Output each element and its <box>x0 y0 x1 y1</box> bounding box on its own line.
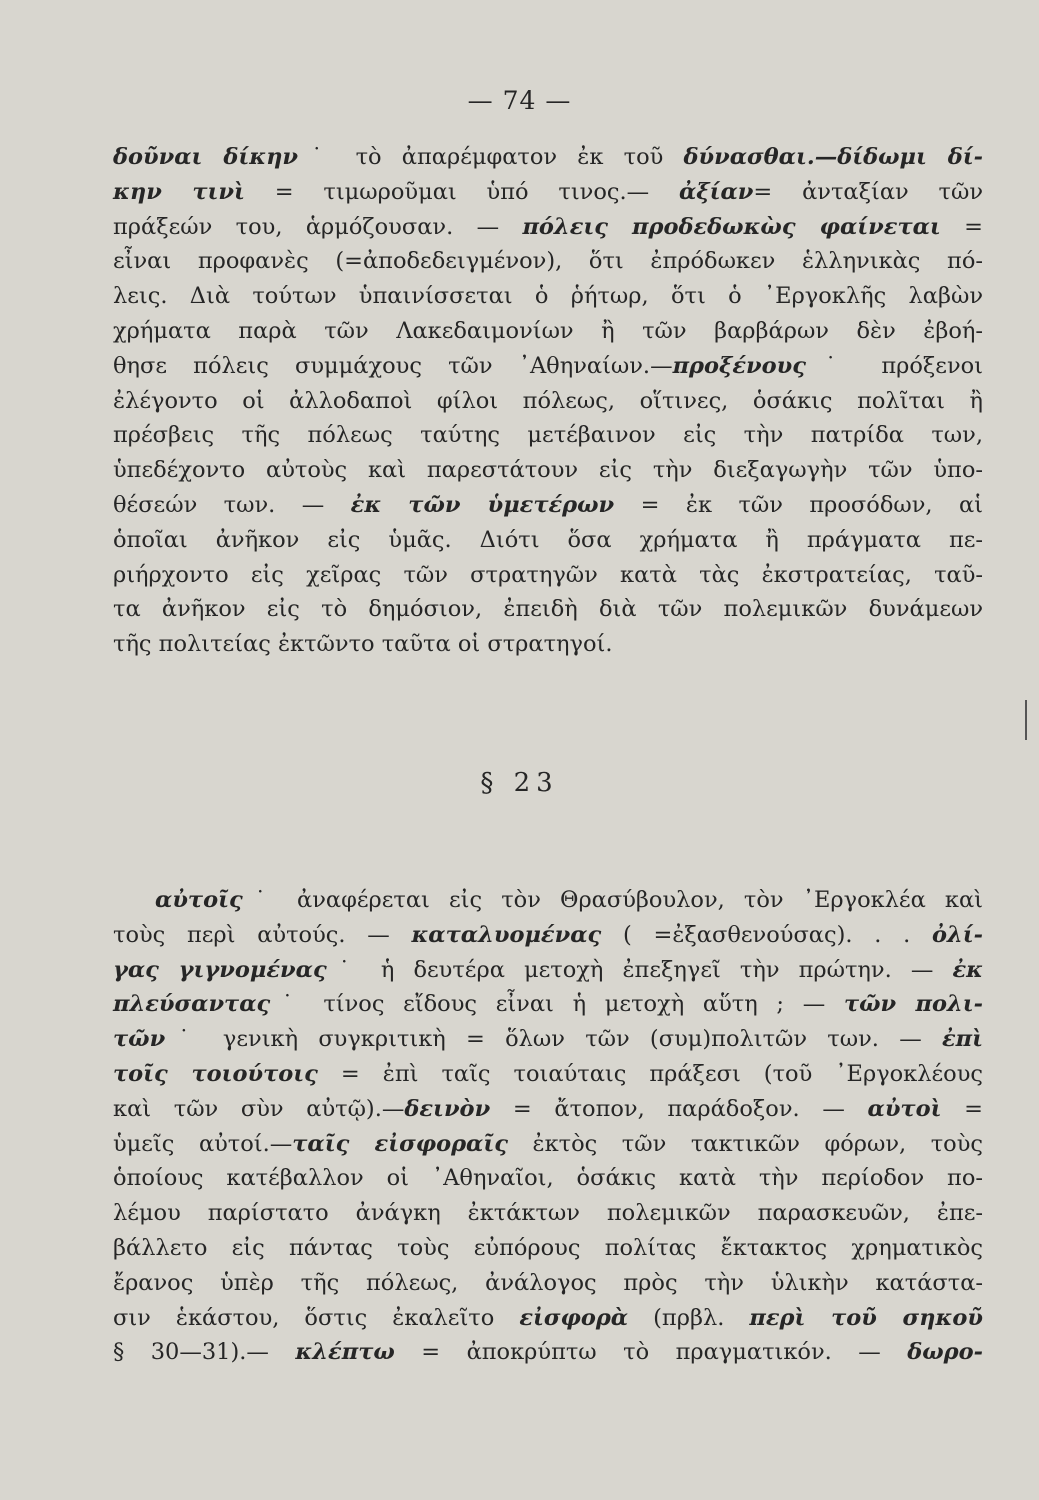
text-line <box>113 488 983 523</box>
lemma-term: πλεύσαντας <box>113 991 271 1018</box>
gloss-text: σιν ἑκάστου, ὅστις ἐκαλεῖτο <box>113 1304 520 1331</box>
gloss-text: ὁποίους κατέβαλλον οἱ ᾿Αθηναῖοι, ὁσάκις κατὰ τὴν περίοδον πο- <box>113 1165 983 1192</box>
gloss-text: ὑπεδέχοντο αὐτοὺς καὶ παρεστάτουν εἰς τὴν διεξαγωγὴν τῶν ὑπο- <box>113 457 983 484</box>
gloss-text: = <box>940 213 984 240</box>
text-line <box>113 1301 983 1336</box>
text-line <box>113 1196 983 1231</box>
page-number: — 74 — <box>467 86 572 115</box>
gloss-text: ˙ γενικὴ συγκριτικὴ = ὅλων τῶν (συμ)πολιτῶν των. — <box>165 1026 942 1053</box>
gloss-text: βάλλετο εἰς πάντας τοὺς εὐπόρους πολίτας ἔκτακτος χρηματικὸς <box>113 1234 983 1261</box>
lemma-term: δωρο- <box>907 1339 983 1366</box>
text-line <box>113 953 983 988</box>
gloss-text: ˙ τὸ ἀπαρέμφατον ἐκ τοῦ <box>298 144 684 170</box>
gloss-text: ἐκτὸς τῶν τακτικῶν φόρων, τοὺς <box>507 1130 983 1157</box>
text-line <box>113 418 983 453</box>
gloss-text: ὑμεῖς αὐτοί.— <box>113 1130 293 1157</box>
gloss-text: ( =ἐξασθενούσας). . . <box>601 921 932 948</box>
gloss-text: § 30—31).— <box>113 1339 296 1366</box>
text-line <box>113 1127 983 1162</box>
lemma-term: κην τινὶ <box>113 178 245 205</box>
section-title: § 23 <box>480 768 559 798</box>
gloss-text: τα ἀνῆκον εἰς τὸ δημόσιον, ἐπειδὴ διὰ τῶν πολεμικῶν δυνάμεων <box>113 596 983 623</box>
text-line <box>113 558 983 593</box>
lemma-term: κλέπτω <box>295 1339 395 1366</box>
text-line <box>113 883 983 918</box>
text-line <box>113 592 983 627</box>
lemma-term: τοῖς τοιούτοις <box>113 1060 318 1087</box>
gloss-text: ἔρανος ὑπὲρ τῆς πόλεως, ἀνάλογος πρὸς τὴν ὑλικὴν κατάστα- <box>113 1269 983 1296</box>
text-line <box>113 523 983 558</box>
gloss-text: = ἀνταξίαν τῶν <box>753 178 983 205</box>
text-line <box>113 918 983 953</box>
text-line <box>113 279 983 314</box>
lemma-term: τῶν πολι- <box>843 991 983 1018</box>
page-edge-mark <box>1025 700 1027 740</box>
lemma-term: ἐκ τῶν ὑμετέρων <box>350 491 615 518</box>
gloss-text: ˙ πρόξενοι <box>805 352 983 379</box>
gloss-text: = ἐπὶ ταῖς τοιαύταις πράξεσι (τοῦ ᾿Εργοκλέους <box>317 1060 983 1087</box>
gloss-text: ˙ τίνος εἴδους εἶναι ἡ μετοχὴ αὕτη ; — <box>270 991 844 1018</box>
lemma-term: ἀξίαν <box>678 178 754 205</box>
lemma-term: τῶν <box>113 1026 166 1053</box>
text-line <box>113 1092 983 1127</box>
lemma-term: πόλεις προδεδωκὼς φαίνεται <box>522 213 941 240</box>
gloss-text: εἶναι προφανὲς (=ἀποδεδειγμένον), ὅτι ἐπρόδωκεν ἑλληνικὰς πό- <box>113 248 983 275</box>
gloss-text: θέσεών των. — <box>113 491 351 518</box>
gloss-text: = <box>941 1095 983 1122</box>
lemma-term: ταῖς εἰσφοραῖς <box>292 1130 508 1157</box>
gloss-text: = ἄτοπον, παράδοξον. — <box>490 1095 868 1122</box>
lemma-term: ἐκ <box>952 956 983 983</box>
gloss-text: καὶ τῶν σὺν αὐτῷ).— <box>113 1095 405 1122</box>
gloss-text: θησε πόλεις συμμάχους τῶν ᾿Αθηναίων.— <box>113 352 673 379</box>
gloss-text: πρέσβεις τῆς πόλεως ταύτης μετέβαινον εἰς τὴν πατρίδα των, <box>113 422 983 449</box>
gloss-text: ἐλέγοντο οἱ ἀλλοδαποὶ φίλοι πόλεως, οἵτινες, ὁσάκις πολῖται ἢ <box>113 387 983 414</box>
lemma-term: προξένους <box>672 352 806 379</box>
gloss-text: χρήματα παρὰ τῶν Λακεδαιμονίων ἢ τῶν βαρβάρων δὲν ἐβοή- <box>113 317 983 344</box>
lemma-term: αὐτοῖς <box>155 887 243 913</box>
text-line <box>113 1335 983 1370</box>
lemma-term: ὀλί- <box>931 921 983 948</box>
text-line <box>113 349 983 384</box>
text-line <box>113 1022 983 1057</box>
lemma-term: ἐπὶ <box>941 1026 983 1053</box>
gloss-text: = ἐκ τῶν προσόδων, αἱ <box>614 491 983 518</box>
gloss-text: λεις. Διὰ τούτων ὑπαινίσσεται ὁ ῥήτωρ, ὅτι ὁ ᾿Εργοκλῆς λαβὼν <box>113 283 983 310</box>
lemma-term: δύνασθαι.—δίδωμι δί- <box>683 144 983 170</box>
lemma-term: γας γιγνομένας <box>113 956 327 983</box>
lemma-term: εἰσφορὰ <box>519 1304 629 1331</box>
text-line <box>113 210 983 245</box>
gloss-text: = ἀποκρύπτω τὸ πραγματικόν. — <box>394 1339 908 1366</box>
text-line <box>113 384 983 419</box>
commentary-bottom <box>113 883 983 1370</box>
text-line <box>113 453 983 488</box>
gloss-text: πράξεών του, ἁρμόζουσαν. — <box>113 213 523 240</box>
gloss-text: ˙ ἡ δευτέρα μετοχὴ ἐπεξηγεῖ τὴν πρώτην. — <box>326 956 953 983</box>
gloss-text: ὁποῖαι ἀνῆκον εἰς ὑμᾶς. Διότι ὅσα χρήματα ἢ πράγματα πε- <box>113 526 983 553</box>
text-line <box>113 1057 983 1092</box>
text-line <box>113 1161 983 1196</box>
text-line <box>113 244 983 279</box>
commentary-top <box>113 140 983 662</box>
gloss-text: τοὺς περὶ αὐτούς. — <box>113 921 412 948</box>
text-line <box>113 1231 983 1266</box>
gloss-text: λέμου παρίστατο ἀνάγκη ἐκτάκτων πολεμικῶν παρασκευῶν, ἐπε- <box>113 1200 983 1227</box>
text-line <box>113 140 983 175</box>
gloss-text: τῆς πολιτείας ἐκτῶντο ταῦτα οἱ στρατηγοί. <box>113 631 613 658</box>
lemma-term: καταλυομένας <box>411 921 602 948</box>
lemma-term: δοῦναι δίκην <box>113 144 299 170</box>
gloss-text: (πρβλ. <box>628 1304 750 1331</box>
gloss-text: = τιμωροῦμαι ὑπό τινος.— <box>244 178 679 205</box>
text-line <box>113 987 983 1022</box>
text-line <box>113 314 983 349</box>
text-line <box>113 627 983 662</box>
lemma-term: δεινὸν <box>404 1095 491 1122</box>
gloss-text: ριήρχοντο εἰς χεῖρας τῶν στρατηγῶν κατὰ τὰς ἐκστρατείας, ταῦ- <box>113 561 983 588</box>
text-line <box>113 1266 983 1301</box>
lemma-term: περὶ τοῦ σηκοῦ <box>749 1304 983 1331</box>
text-line <box>113 175 983 210</box>
lemma-term: αὐτοὶ <box>867 1095 942 1122</box>
gloss-text: ˙ ἀναφέρεται εἰς τὸν Θρασύβουλον, τὸν ᾿Εργοκλέα καὶ <box>242 887 983 913</box>
